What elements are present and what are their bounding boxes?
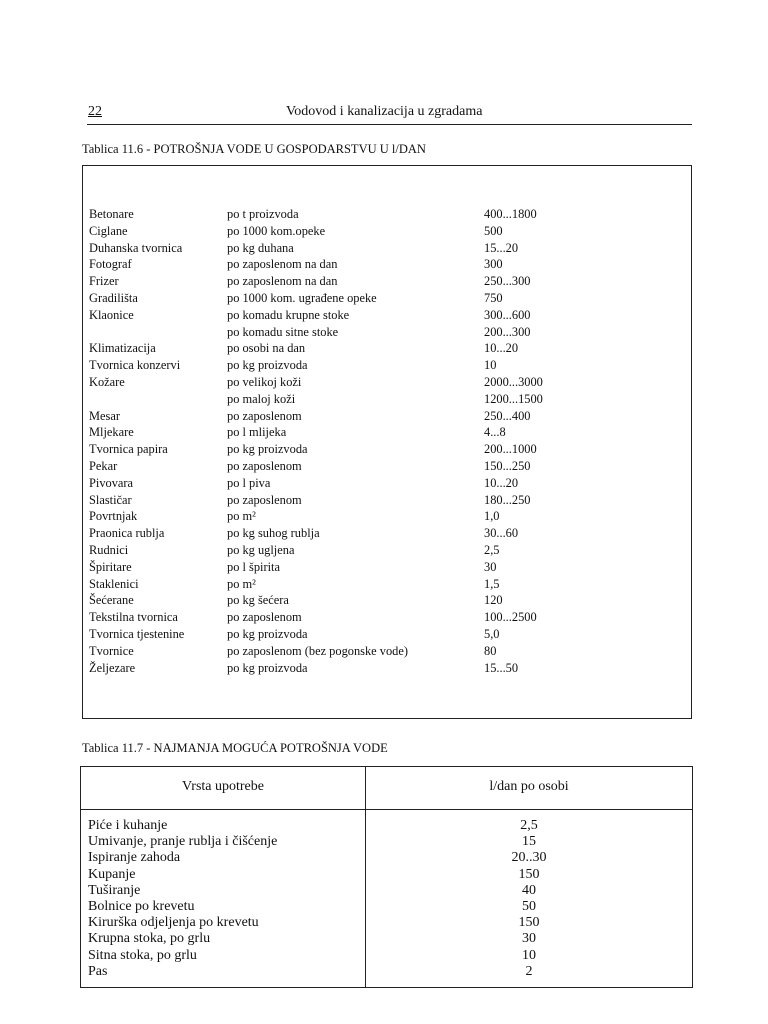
row-name: Duhanska tvornica <box>89 240 183 255</box>
row-value: 1200...1500 <box>484 391 543 406</box>
row-name: Povrtnjak <box>89 509 138 524</box>
row-unit: po zaposlenom <box>227 492 302 507</box>
row-name: Slastičar <box>89 492 132 507</box>
row-value: 10 <box>484 358 497 373</box>
row-value: 15...50 <box>484 660 519 675</box>
row-value: 10 <box>522 947 536 963</box>
row-unit: po kg šećera <box>227 593 289 608</box>
row-unit: po komadu sitne stoke <box>227 324 339 339</box>
row-value: 300...600 <box>484 307 531 322</box>
row-unit: po komadu krupne stoke <box>227 307 350 322</box>
row-unit: po zaposlenom <box>227 458 302 473</box>
row-value: 2000...3000 <box>484 374 543 389</box>
table-row <box>81 883 692 899</box>
row-value: 2,5 <box>484 542 500 557</box>
row-name: Fotograf <box>89 257 132 272</box>
row-unit: po velikoj koži <box>227 374 302 389</box>
row-name: Tvornica papira <box>89 442 168 457</box>
table-row <box>81 948 692 964</box>
running-title: Vodovod i kanalizacija u zgradama <box>286 104 483 119</box>
table-row <box>81 899 692 915</box>
row-use: Umivanje, pranje rublja i čišćenje <box>88 834 278 850</box>
row-unit: po t proizvoda <box>227 207 299 221</box>
row-name: Klaonice <box>89 307 134 322</box>
row-unit: po kg proizvoda <box>227 626 308 641</box>
row-name: Tvornica konzervi <box>89 358 181 373</box>
row-use: Kupanje <box>88 866 136 882</box>
row-value: 20..30 <box>511 850 547 866</box>
row-value: 150...250 <box>484 458 531 473</box>
row-use: Piće i kuhanje <box>88 818 168 833</box>
table-row <box>81 931 692 947</box>
table-11-6-caption: Tablica 11.6 - POTROŠNJA VODE U GOSPODARSTVU U l/DAN <box>82 142 426 156</box>
table-11-7-caption: Tablica 11.7 - NAJMANJA MOGUĆA POTROŠNJA VODE <box>82 741 388 755</box>
row-name: Ciglane <box>89 223 128 238</box>
row-name: Pivovara <box>89 475 134 490</box>
row-use: Krupna stoka, po grlu <box>88 931 211 947</box>
row-use: Bolnice po krevetu <box>88 898 195 914</box>
row-value: 120 <box>484 593 503 608</box>
row-value: 250...300 <box>484 274 531 289</box>
row-use: Sitna stoka, po grlu <box>88 947 197 963</box>
row-unit: po kg duhana <box>227 240 294 255</box>
row-value: 1,5 <box>484 576 500 591</box>
row-value: 15 <box>522 834 536 850</box>
row-name: Kožare <box>89 374 125 389</box>
row-unit: po kg proizvoda <box>227 442 308 457</box>
table-row <box>81 867 692 883</box>
column-header-use: Vrsta upotrebe <box>182 779 264 794</box>
row-use: Pas <box>88 963 108 979</box>
row-name: Tvornica tjestenine <box>89 626 185 641</box>
row-value: 30 <box>484 559 497 574</box>
row-unit: po zaposlenom na dan <box>227 257 338 272</box>
row-use: Tuširanje <box>88 882 141 898</box>
row-name: Tvornice <box>89 643 134 658</box>
row-unit: po zaposlenom (bez pogonske vode) <box>227 643 408 658</box>
row-unit: po l piva <box>227 475 271 490</box>
row-value: 40 <box>522 882 536 898</box>
table-row <box>81 834 692 850</box>
row-value: 30 <box>522 931 536 947</box>
row-value: 10...20 <box>484 341 519 356</box>
row-unit: po l špirita <box>227 559 280 574</box>
table-row <box>81 850 692 866</box>
row-name: Staklenici <box>89 576 139 591</box>
row-unit: po zaposlenom <box>227 408 302 423</box>
row-unit: po osobi na dan <box>227 341 306 356</box>
row-value: 2 <box>525 963 533 979</box>
row-name: Rudnici <box>89 542 129 557</box>
column-header-amount: l/dan po osobi <box>489 779 569 794</box>
page-number: 22 <box>88 104 102 119</box>
table-row <box>81 964 692 980</box>
row-name: Pekar <box>89 458 118 473</box>
row-unit: po kg suhog rublja <box>227 526 320 541</box>
row-value: 2,5 <box>520 818 538 833</box>
row-unit: po zaposlenom na dan <box>227 274 338 289</box>
row-name: Frizer <box>89 274 119 289</box>
row-name: Špiritare <box>89 559 132 574</box>
row-name: Praonica rublja <box>89 526 165 541</box>
row-value: 1,0 <box>484 509 500 524</box>
row-unit: po maloj koži <box>227 391 296 406</box>
table-11-7 <box>80 766 693 988</box>
row-value: 250...400 <box>484 408 531 423</box>
table-row <box>81 915 692 931</box>
row-value: 50 <box>522 898 536 914</box>
row-value: 150 <box>518 915 540 931</box>
row-value: 750 <box>484 290 503 305</box>
row-unit: po m² <box>227 509 256 524</box>
row-unit: po l mlijeka <box>227 425 287 440</box>
row-unit: po kg proizvoda <box>227 358 308 373</box>
row-unit: po kg ugljena <box>227 542 295 557</box>
row-value: 30...60 <box>484 526 519 541</box>
row-name: Betonare <box>89 207 134 221</box>
table-11-6 <box>82 165 692 719</box>
row-value: 4...8 <box>484 425 506 440</box>
row-unit: po zaposlenom <box>227 610 302 625</box>
row-name: Gradilišta <box>89 290 138 305</box>
row-value: 10...20 <box>484 475 519 490</box>
row-use: Kirurška odjeljenja po krevetu <box>88 915 259 931</box>
row-name: Klimatizacija <box>89 341 156 356</box>
row-value: 200...1000 <box>484 442 537 457</box>
row-value: 400...1800 <box>484 207 537 221</box>
row-unit: po 1000 kom. ugrađene opeke <box>227 290 377 305</box>
row-value: 5,0 <box>484 626 500 641</box>
row-value: 80 <box>484 643 497 658</box>
row-name: Mesar <box>89 408 120 423</box>
row-value: 300 <box>484 257 503 272</box>
row-value: 180...250 <box>484 492 531 507</box>
row-value: 100...2500 <box>484 610 537 625</box>
row-unit: po kg proizvoda <box>227 660 308 675</box>
table-11-7-rows <box>81 818 692 980</box>
row-value: 150 <box>518 866 540 882</box>
row-unit: po 1000 kom.opeke <box>227 223 326 238</box>
row-name: Šećerane <box>89 593 134 608</box>
running-header <box>87 104 692 125</box>
row-name: Željezare <box>89 660 136 675</box>
row-use: Ispiranje zahoda <box>88 850 181 866</box>
row-value: 200...300 <box>484 324 531 339</box>
row-name: Tekstilna tvornica <box>89 610 178 625</box>
row-name: Mljekare <box>89 425 134 440</box>
row-value: 500 <box>484 223 503 238</box>
header-divider <box>81 809 692 810</box>
table-row <box>81 818 692 834</box>
row-unit: po m² <box>227 576 256 591</box>
row-value: 15...20 <box>484 240 519 255</box>
